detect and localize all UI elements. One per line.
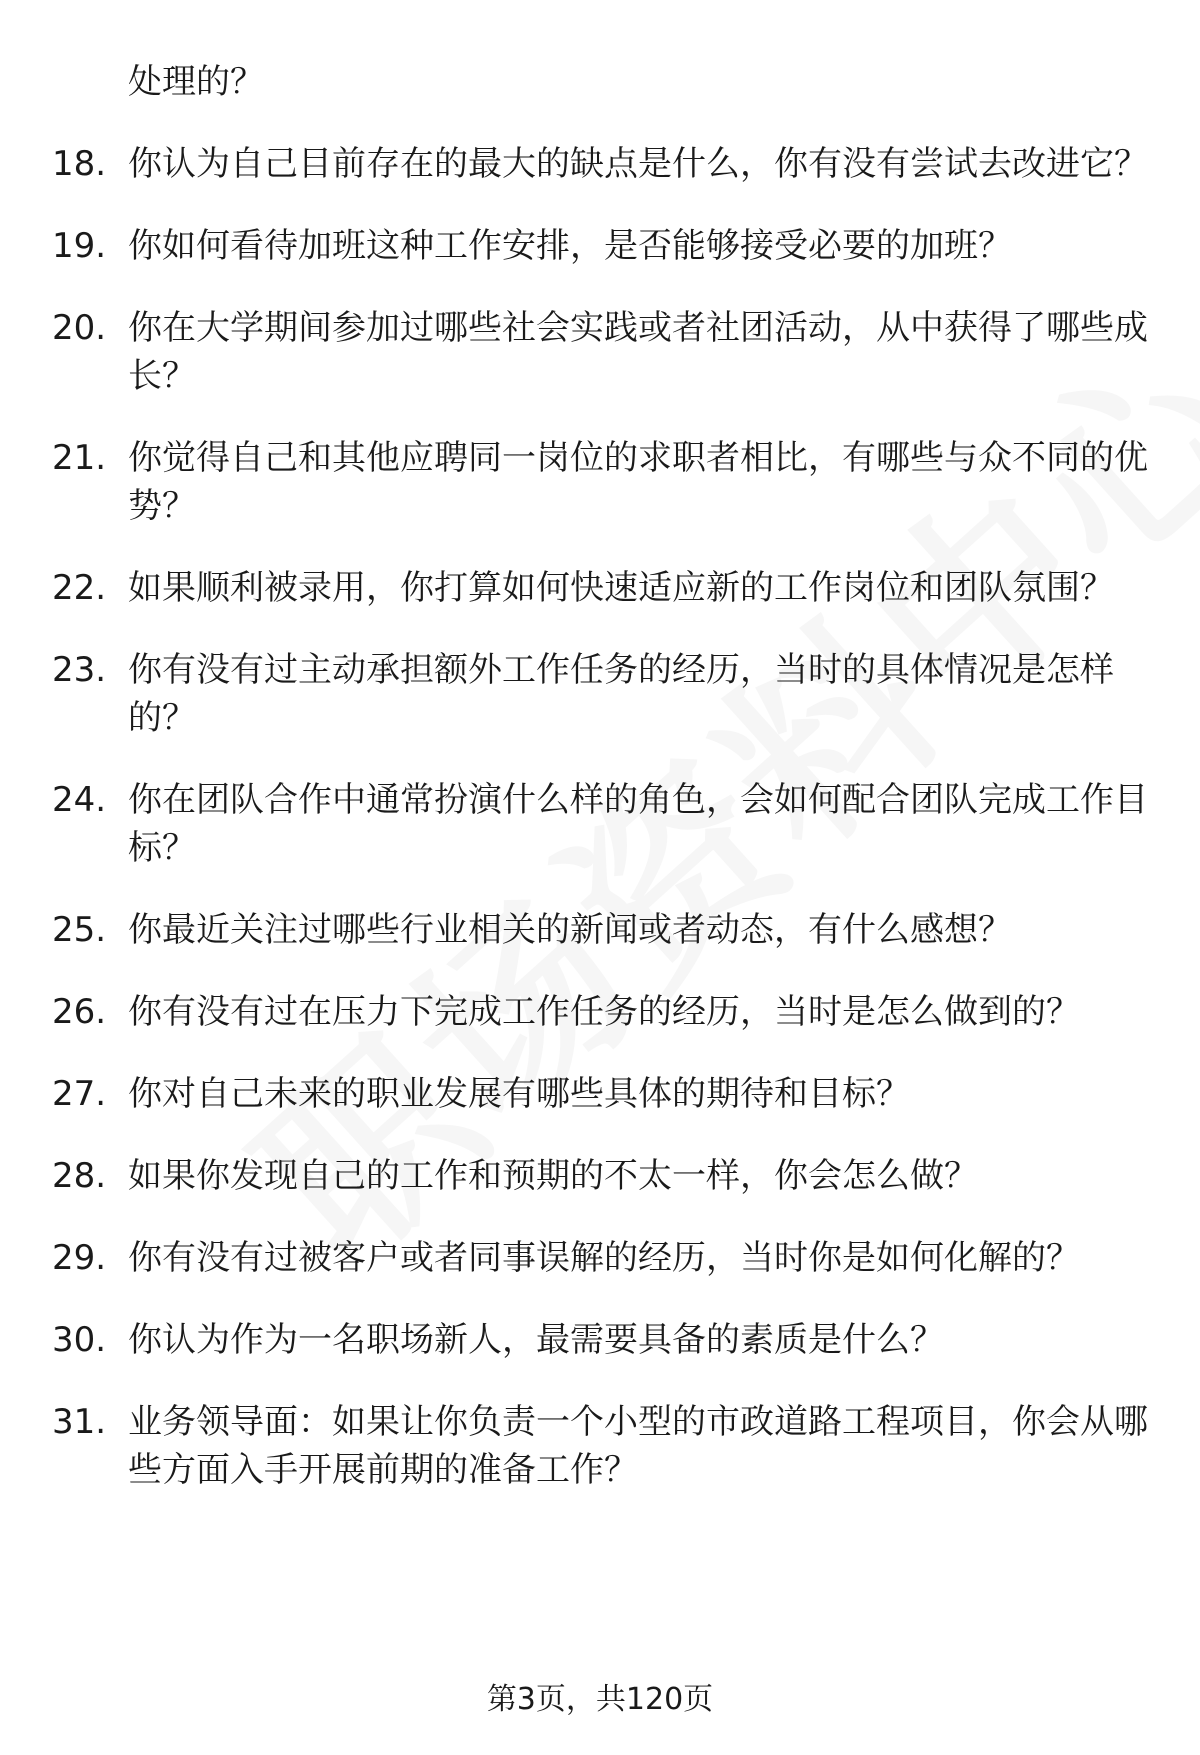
question-item	[52, 1398, 1152, 1494]
question-number: 30.	[52, 1320, 107, 1360]
question-text: 如果你发现自己的工作和预期的不太一样，你会怎么做？	[128, 1156, 978, 1196]
question-item	[52, 988, 1152, 1036]
continued-text: 处理的？	[128, 62, 264, 102]
page-footer: 第3页，共120页	[486, 1682, 714, 1717]
question-item	[52, 1316, 1152, 1364]
question-text: 你如何看待加班这种工作安排，是否能够接受必要的加班？	[128, 226, 1012, 266]
question-text: 你有没有过在压力下完成工作任务的经历，当时是怎么做到的？	[128, 992, 1080, 1032]
question-number: 25.	[52, 910, 107, 950]
question-item	[52, 776, 1152, 872]
question-text: 你认为作为一名职场新人，最需要具备的素质是什么？	[128, 1320, 944, 1360]
question-text: 业务领导面：如果让你负责一个小型的市政道路工程项目，你会从哪些方面入手开展前期的准备工作？	[128, 1402, 1148, 1490]
question-text: 你在团队合作中通常扮演什么样的角色，会如何配合团队完成工作目标？	[128, 780, 1148, 868]
question-item	[52, 434, 1152, 530]
question-text: 你认为自己目前存在的最大的缺点是什么，你有没有尝试去改进它？	[128, 144, 1148, 184]
question-number: 20.	[52, 308, 107, 348]
question-list	[52, 58, 1152, 1528]
question-number: 21.	[52, 438, 107, 478]
question-text: 你在大学期间参加过哪些社会实践或者社团活动，从中获得了哪些成长？	[128, 308, 1148, 396]
question-item	[52, 1070, 1152, 1118]
question-number: 19.	[52, 226, 107, 266]
question-number: 18.	[52, 144, 107, 184]
question-number: 22.	[52, 568, 107, 608]
question-item	[52, 564, 1152, 612]
questions-container	[52, 140, 1152, 1494]
question-number: 31.	[52, 1402, 107, 1442]
question-number: 29.	[52, 1238, 107, 1278]
question-item	[52, 906, 1152, 954]
question-item	[52, 1234, 1152, 1282]
question-text: 你对自己未来的职业发展有哪些具体的期待和目标？	[128, 1074, 910, 1114]
question-item	[52, 646, 1152, 742]
question-text: 你觉得自己和其他应聘同一岗位的求职者相比，有哪些与众不同的优势？	[128, 438, 1148, 526]
question-item	[52, 140, 1152, 188]
question-number: 24.	[52, 780, 107, 820]
question-text: 你有没有过被客户或者同事误解的经历，当时你是如何化解的？	[128, 1238, 1080, 1278]
question-number: 27.	[52, 1074, 107, 1114]
question-item	[52, 222, 1152, 270]
question-item	[52, 304, 1152, 400]
question-number: 28.	[52, 1156, 107, 1196]
question-text: 如果顺利被录用，你打算如何快速适应新的工作岗位和团队氛围？	[128, 568, 1114, 608]
question-number: 23.	[52, 650, 107, 690]
question-item	[52, 1152, 1152, 1200]
question-text: 你最近关注过哪些行业相关的新闻或者动态，有什么感想？	[128, 910, 1012, 950]
question-number: 26.	[52, 992, 107, 1032]
question-text: 你有没有过主动承担额外工作任务的经历，当时的具体情况是怎样的？	[128, 650, 1114, 738]
